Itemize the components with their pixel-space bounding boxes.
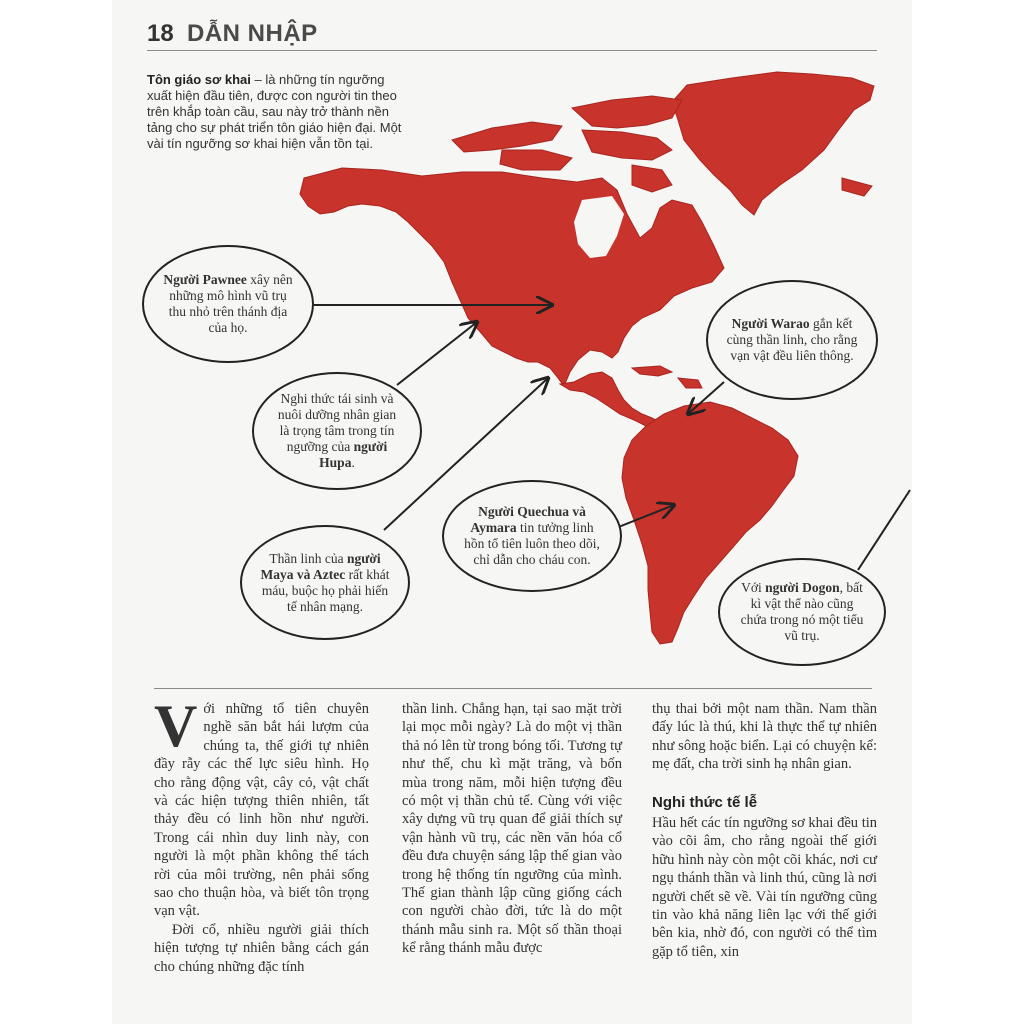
page-number: 18 [147,20,174,47]
quechua-text: tin tưởng linh hồn tổ tiên luôn theo dõi, chỉ dẫn cho cháu con. [464,520,600,567]
col2-paragraph-1: thần linh. Chẳng hạn, tại sao mặt trời lại mọc mỗi ngày? Là do một vị thần thả nó lên từ trong bóng tối. Tương tự như thế, chu kì mặt trăng, và bốn mùa trong năm, mỗi hiện tượng đều có một vị thần chủ tể. Cùng với việc xây dựng vũ trụ quan để giải thích sự vận hành vũ trụ, các nền văn hóa cổ đều đưa chuyện sáng lập thế gian vào trong hệ thống tín ngưỡng của mình. Thế gian thành lập cũng giống cách con người chào đời, tức là do một thánh mẫu sinh ra. Một số thần thoại kể rằng thánh mẫu được [402,701,622,957]
hupa-text: Nghi thức tái sinh và nuôi dưỡng nhân gian là trọng tâm trong tín ngưỡng của [277,391,397,454]
section-divider [154,688,872,689]
intro-term: Tôn giáo sơ khai [147,72,251,87]
dogon-name: người Dogon [765,580,840,595]
col1-p1-text: ới những tổ tiên chuyên nghề săn bắt hái lượm của chúng ta, thế giới tự nhiên đầy rẫy các thế lực siêu hình. Họ cho rằng động vật, cây cỏ, vật chất và các hiện tượng thiên nhiên, tất thảy đều có linh hồn như người. Trong cái nhìn duy linh này, con người là một phần không thể tách rời của môi trường, nên phải sống sao cho thuận hòa, và biết tôn trọng vạn vật. [154,701,369,920]
pawnee-text: xây nên những mô hình vũ trụ thu nhỏ trên thánh địa của họ. [168,272,293,335]
col3-paragraph-2: Hầu hết các tín ngưỡng sơ khai đều tin vào cõi âm, cho rằng ngoài thế giới hữu hình này còn một cõi khác, nơi cư ngụ thánh thần và linh thú, cũng là nơi người chết sẽ về. Vài tín ngưỡng cũng tin vào khả năng liên lạc với thế giới bên kia, nhờ đó, con người có thể tìm gặp tổ tiên, xin [652,815,877,960]
maya-text: rất khát máu, buộc họ phải hiến tế nhân mạng. [261,566,390,614]
hupa-name: người Hupa [319,439,388,470]
body-column-2 [402,700,622,958]
maya-name: người Maya và Aztec [260,550,381,582]
dogon-pre: Với [741,580,766,595]
chapter-title: DẪN NHẬP [187,20,318,47]
callout-warao [706,280,878,400]
callout-hupa [252,372,422,490]
line-dogon [858,490,910,570]
maya-pre: Thần linh của [269,550,347,566]
hupa-end: . [351,455,355,470]
intro-body: – là những tín ngưỡng xuất hiện đầu tiên, được con người tin theo trên khắp toàn cầu, sau này trở thành nền tảng cho sự phát triển tôn giáo hiện đại. Một vài tín ngưỡng sơ khai hiện vẫn tồn tại. [147,72,402,151]
arrow-hupa [397,322,477,385]
body-column-1 [154,693,369,976]
dogon-text: , bất kì vật thể nào cũng chứa trong nó một tiểu vũ trụ. [740,580,864,643]
book-page [112,0,912,1024]
body-column-3 [652,700,877,961]
central-america-shape [560,372,664,430]
caribbean-islands-shape [632,366,702,388]
col3-paragraph-1: thụ thai bởi một nam thần. Nam thần đấy lúc là thú, khi là thực thể tự nhiên như sông hoặc biển. Lại có chuyện kể: mẹ đất, cha trời sinh hạ nhân gian. [652,701,877,773]
warao-text: gắn kết cùng thần linh, cho rằng vạn vật đều liên thông. [726,316,858,363]
callout-dogon [718,558,886,666]
page-margin [912,0,1024,1024]
callout-maya [240,525,410,640]
drop-cap: V [154,693,198,759]
warao-name: Người Warao [731,316,810,331]
col1-paragraph-2: Đời cổ, nhiều người giải thích hiện tượng tự nhiên bằng cách gán cho chúng những đặc tính [154,921,369,975]
callout-pawnee [142,245,314,363]
pawnee-name: Người Pawnee [163,272,247,287]
north-america-shape [300,168,724,386]
quechua-name: Người Quechua và Aymara [470,504,586,535]
callout-quechua [442,480,622,592]
section-subheading: Nghi thức tế lễ [652,793,758,811]
col1-paragraph-1 [154,693,369,921]
greenland-shape [672,72,874,215]
